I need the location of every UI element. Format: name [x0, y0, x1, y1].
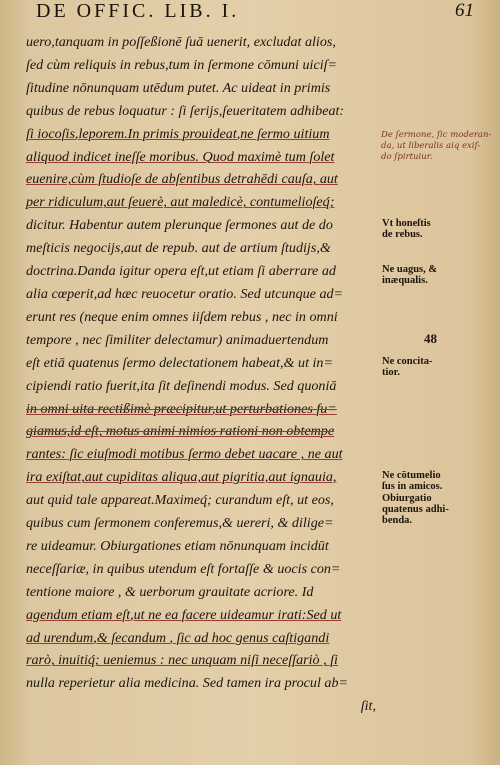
text-line: re uideamur. Obiurgationes etiam nōnunquam incidūt: [26, 537, 329, 554]
text-line: ſit,: [360, 698, 376, 715]
text-line: doctrina.Danda igitur opera eſt,ut etiam ſi aberrare ad: [26, 263, 336, 280]
text-line: aliquod indicet ineſſe moribus. Quod maximè tum ſolet: [26, 148, 335, 165]
text-line: erunt res (neque enim omnes iiſdem rebus , nec in omni: [26, 308, 338, 325]
handwritten-line: De ſermone, ſic moderan-: [381, 130, 492, 140]
text-line: ſed cùm reliquis in rebus,tum in ſermone cōmuni uiciſ=: [26, 56, 338, 73]
handwritten-line: da, ut liberalis aiq exiſ-: [381, 141, 481, 151]
text-line: aut quid tale appareat.Maximeq́; curandum eſt, ut eos,: [26, 492, 334, 509]
text-line: tempore , nec ſimiliter delectamur) animaduertendum: [26, 331, 329, 348]
page-number: 61: [455, 0, 474, 21]
text-line: uero,tanquam in poſſeßionē ſuā uenerit, excludat alios,: [26, 34, 336, 50]
margin-note: Ne concita- tior.: [382, 355, 433, 378]
text-line: ad urendum,& ſecandum , ſic ad hoc genus caſtigandi: [26, 629, 330, 646]
page-header: [20, 0, 474, 24]
text-line: eſt etiā quatenus ſermo delectationem habeat,& ut in=: [26, 354, 333, 371]
margin-note: Ne uagus, & inæqualis.: [382, 264, 438, 286]
margin-note: Vt honeſtis de rebus.: [382, 218, 431, 241]
text-line: per ridiculum,aut ſeuerè, aut maledicè, contumelioſeq́;: [26, 194, 335, 211]
text-line: rarò, inuitiq́; ueniemus : nec unquam niſi neceſſariò , ſi: [26, 652, 338, 669]
text-line: ſitudine nōnunquam utēdum putet. Ac uideat in primis: [26, 79, 331, 96]
text-line: dicitur. Habentur autem plerunque ſermones aut de do: [26, 217, 333, 234]
text-line: quibus de rebus loquatur : ſi ſerijs,ſeueritatem adhibeat:: [26, 102, 345, 119]
text-line: tentione maiore , & uerborum grauitate acriore. Id: [26, 583, 314, 600]
text-line: rantes: ſic eiuſmodi motibus ſermo debet uacare , ne aut: [26, 446, 343, 463]
text-line: giamus,id eſt, motus animi nimios rationi non obtempe: [26, 423, 335, 440]
margin-note: Obiurgatio quatenus adhi- benda.: [382, 493, 449, 526]
margin-note: Ne cōtumelio ſus in amicos.: [382, 470, 443, 493]
text-line: euenire,cùm ſtudioſe de abſentibus detrahēdi cauſa, aut: [26, 171, 338, 188]
text-line: cipiendi ratio fuerit,ita ſit deſinendi modus. Sed quoniā: [26, 377, 337, 394]
text-line: agendum etiam eſt,ut ne ea facere uideamur irati:Sed ut: [26, 606, 342, 623]
text-line: in omni uita rectißimè præcipitur,ut perturbationes fu=: [26, 400, 337, 417]
text-line: ſi iocoſis,leporem.In primis prouideat,ne ſermo uitium: [26, 125, 330, 142]
main-text-block: [26, 31, 376, 718]
handwritten-marginal-note: [381, 130, 499, 163]
text-line: alia cœperit,ad hæc reuocetur oratio. Sed utcunque ad=: [26, 285, 344, 302]
text-line: nulla reperietur alia medicina. Sed tamen ira procul ab=: [26, 675, 349, 692]
text-line: neceſſariæ, in quibus utendum eſt fortaſſe & uocis con=: [26, 560, 341, 577]
text-line: ira exiſtat,aut cupiditas aliqua,aut pigritia,aut ignauia,: [26, 469, 337, 486]
margin-note: 48: [424, 330, 437, 346]
text-line: meſticis negocijs,aut de repub. aut de artium ſtudijs,&: [26, 240, 331, 257]
handwritten-line: do ſpirtuiur.: [381, 152, 433, 162]
text-line: quibus cum ſermonem conferemus,& uereri, & dilige=: [26, 515, 334, 532]
running-title: DE OFFIC. LIB. I.: [36, 0, 240, 22]
